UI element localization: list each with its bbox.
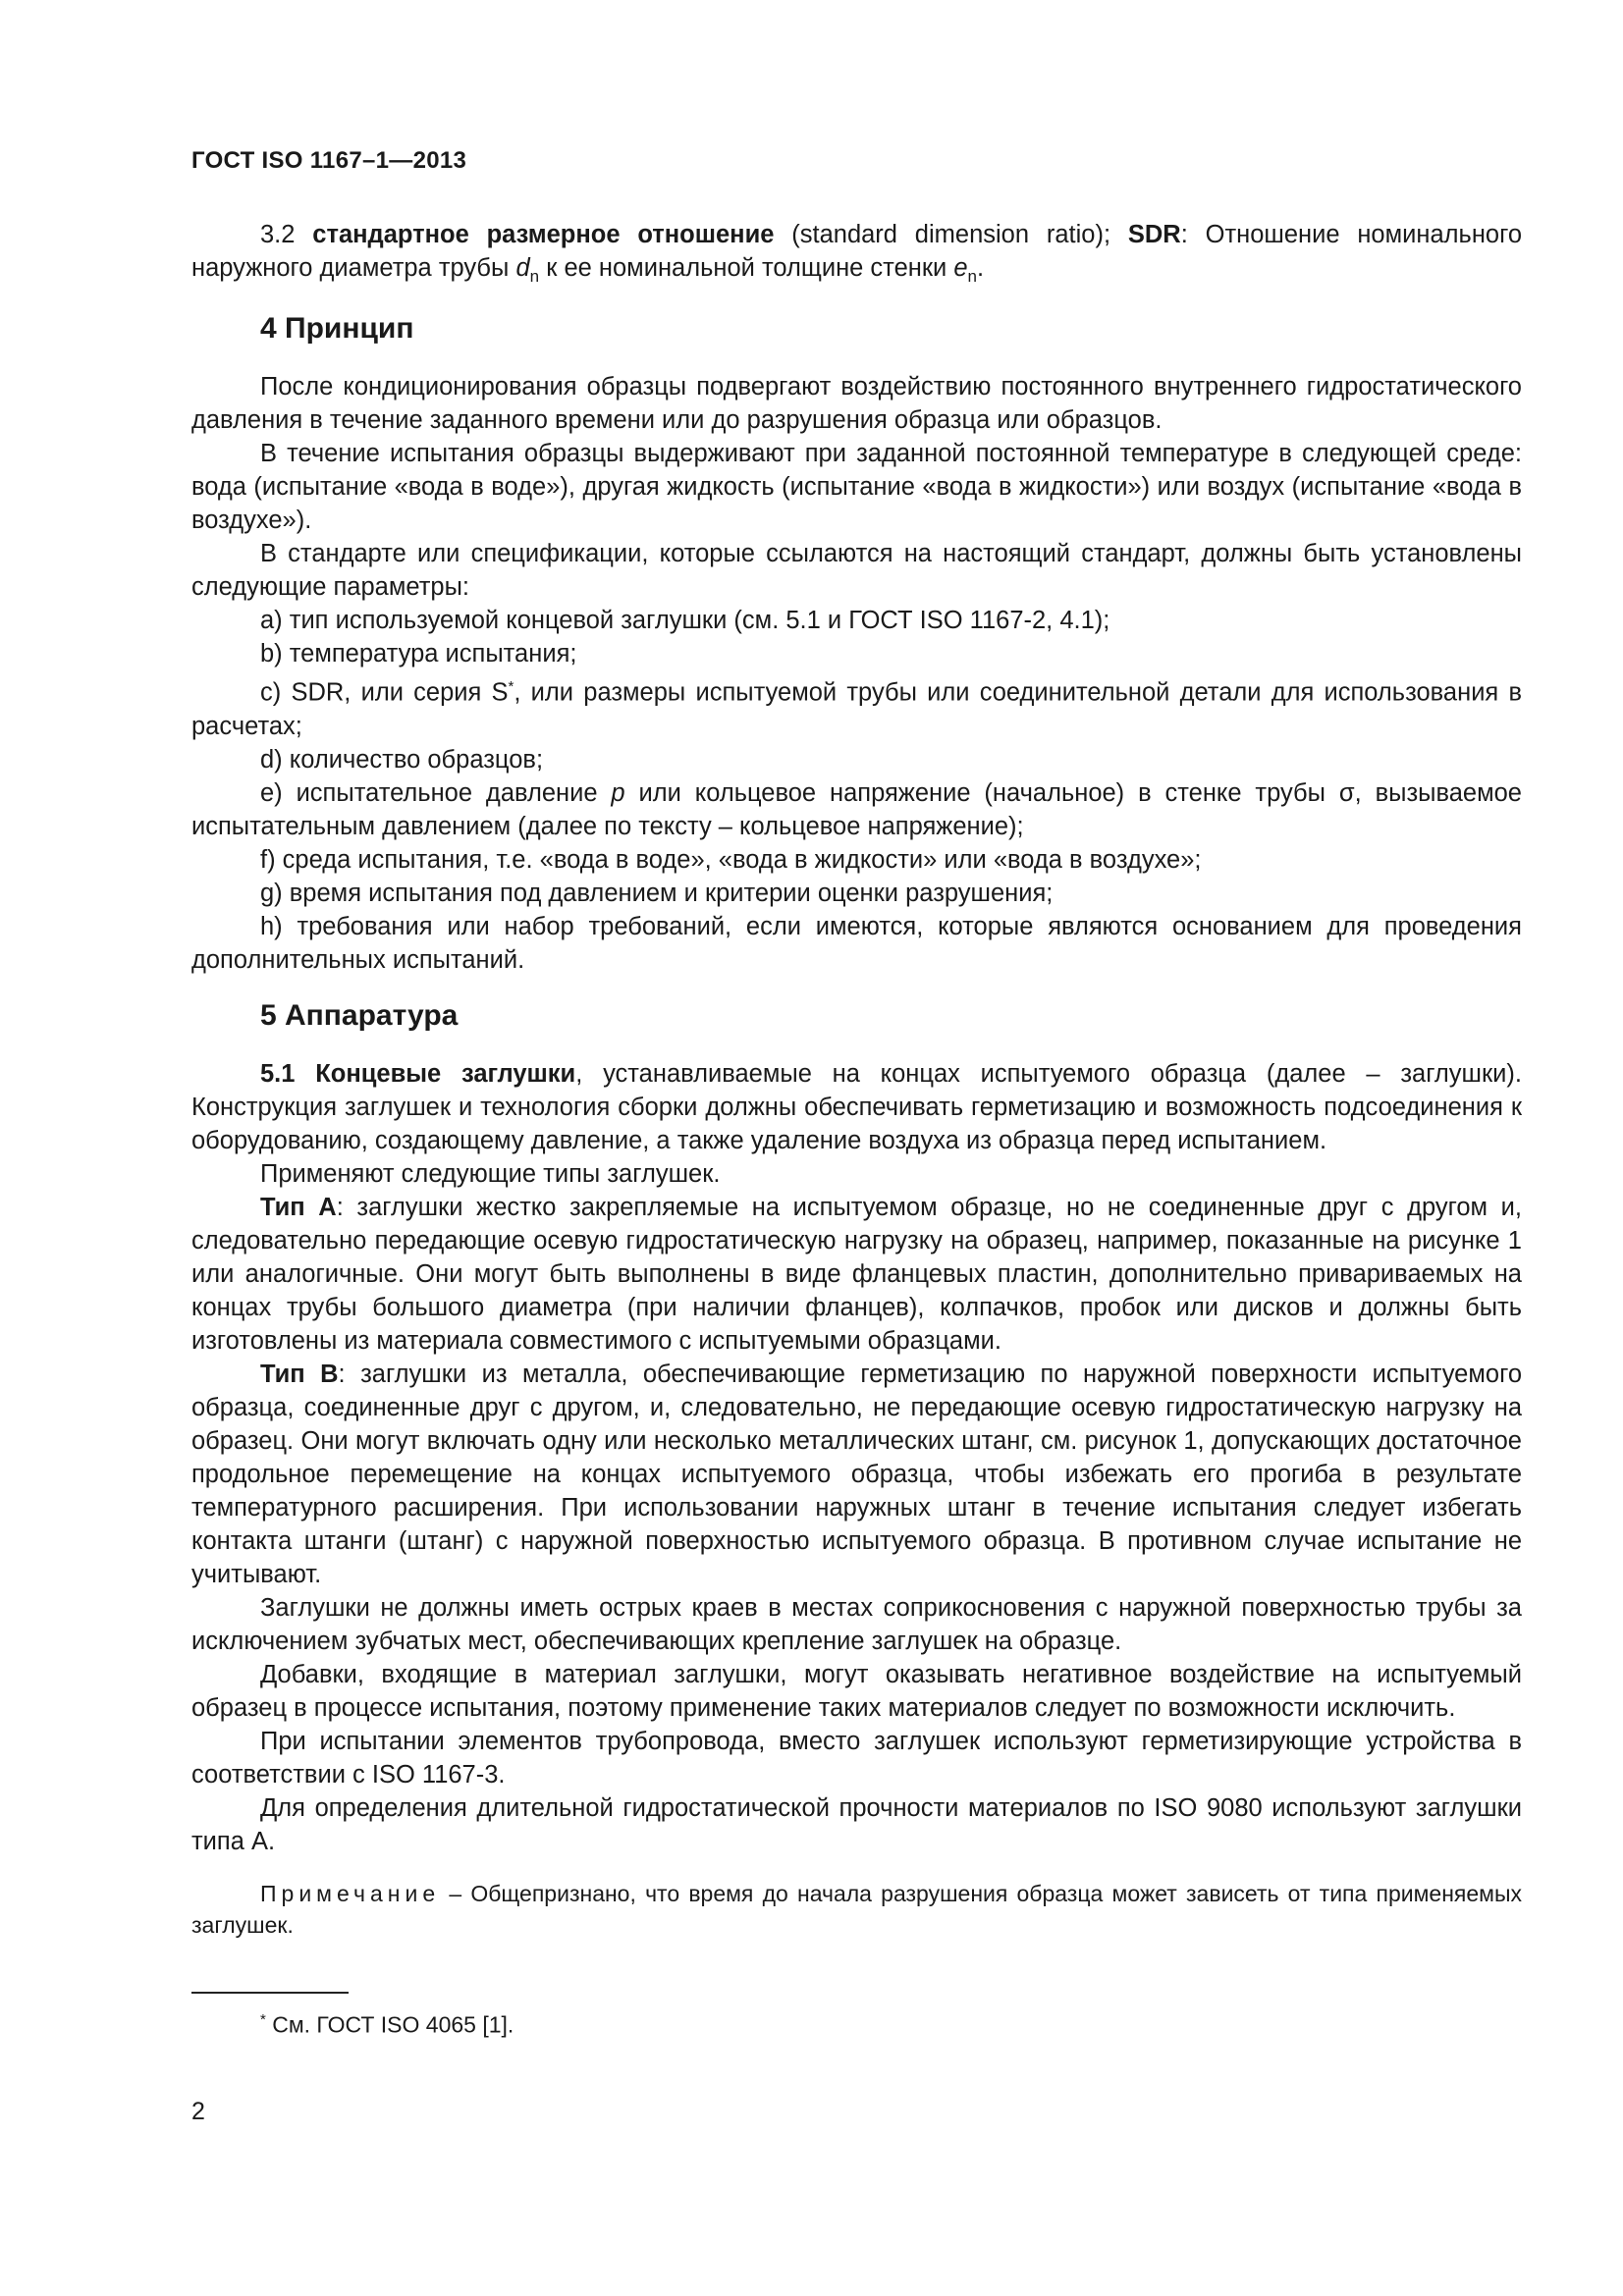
definition-text-3: .	[976, 254, 985, 282]
section-4-para-2: В течение испытания образцы выдерживают при заданной постоянной температуре в следующей среде: вода (испытание «вода в воде»), другая жидкость (испытание «вода в жидкости») или воздух (испытание «вода в воздухе»).	[191, 440, 1522, 535]
definition-text-1: : Отношение номинального наружного диаметра трубы	[191, 221, 1523, 282]
para-longterm: Для определения длительной гидростатической прочности материалов по ISO 9080 используют заглушки типа А.	[191, 1793, 1522, 1855]
clause-5-1-text: , устанавливаемые на концах испытуемого образца (далее – заглушки). Конструкция заглушек и технология сборки должны обеспечивать герметизацию и возможность подсоединения к оборудованию, создающему давление, а также удаление воздуха из образца перед испытанием.	[191, 1059, 1522, 1154]
section-5-heading: 5 Аппаратура	[260, 998, 459, 1032]
subscript-n: n	[529, 267, 540, 287]
footnote-text: См. ГОСТ ISO 4065 [1].	[265, 2011, 514, 2038]
list-item-c	[191, 670, 1522, 743]
list-item-f: f) среда испытания, т.е. «вода в воде», «вода в жидкости» или «вода в воздухе»;	[260, 845, 1202, 874]
para-additives: Добавки, входящие в материал заглушки, могут оказывать негативное воздействие на испытуемый образец в процессе испытания, поэтому применение таких материалов следует по возможности исключить.	[191, 1660, 1522, 1722]
page-number: 2	[191, 2098, 205, 2126]
list-item-g: g) время испытания под давлением и критерии оценки разрушения;	[260, 879, 1054, 907]
definition-abbr: SDR	[1127, 221, 1181, 248]
list-item-a: a) тип используемой концевой заглушки (см. 5.1 и ГОСТ ISO 1167-2, 4.1);	[260, 607, 1110, 635]
footnote	[191, 2005, 1522, 2040]
footnote-marker: *	[260, 2010, 266, 2028]
clause-5-1	[191, 1057, 1522, 1157]
clause-5-1-title: 5.1 Концевые заглушки	[260, 1059, 576, 1088]
footnote-divider	[191, 1992, 349, 1994]
list-item-e-text-2: или кольцевое напряжение (начальное) в стенке трубы σ, вызываемое испытательным давлением (далее по тексту – кольцевое напряжение);	[191, 778, 1522, 840]
list-item-e-text: e) испытательное давление	[260, 778, 612, 807]
section-4-para-3: В стандарте или спецификации, которые ссылаются на настоящий стандарт, должны быть установлены следующие параметры:	[191, 540, 1522, 602]
note	[191, 1878, 1522, 1941]
type-b-text: : заглушки из металла, обеспечивающие герметизацию по наружной поверхности испытуемого образца, соединенные друг с другом, и, следовательно, не передающие осевую гидростатическую нагрузку на образец. Они могут включать одну или несколько металлических штанг, см. рисунок 1, допускающих достаточное продольное перемещение на концах испытуемого образца, чтобы избежать его прогиба в результате температурного расширения. При использовании наружных штанг в течение испытания следует избегать контакта штанги (штанг) с наружной поверхностью испытуемого образца. В противном случае испытание не учитывают.	[191, 1360, 1523, 1588]
document-code-header: ГОСТ ISO 1167–1—2013	[191, 147, 467, 174]
types-intro: Применяют следующие типы заглушек.	[260, 1159, 721, 1188]
var-d: d	[515, 254, 530, 282]
var-p: p	[611, 778, 625, 807]
document-page	[191, 147, 1522, 2126]
type-a-paragraph	[191, 1191, 1522, 1358]
definition-number: 3.2	[260, 221, 313, 248]
list-item-d: d) количество образцов;	[260, 745, 544, 774]
type-b-label: Тип В	[260, 1360, 339, 1388]
type-b-paragraph	[191, 1358, 1522, 1591]
definition-text-2: к ее номинальной толщине стенки	[539, 254, 954, 282]
definition-3-2	[191, 218, 1522, 294]
section-4-para-1: После кондиционирования образцы подвергают воздействию постоянного внутреннего гидростатического давления в течение заданного времени или до разрушения образца или образцов.	[191, 373, 1522, 435]
note-label: Примечание	[260, 1880, 441, 1906]
definition-term: стандартное размерное отношение	[312, 221, 775, 248]
definition-english: (standard dimension ratio);	[774, 221, 1128, 248]
list-item-b: b) температура испытания;	[260, 640, 577, 668]
section-4-heading: 4 Принцип	[260, 312, 414, 346]
list-item-e	[191, 776, 1522, 843]
type-a-text: : заглушки жестко закрепляемые на испытуемом образце, но не соединенные друг с другом и, следовательно передающие осевую гидростатическую нагрузку на образец, например, показанные на рисунке 1 или аналогичные. Они могут быть выполнены в виде фланцевых пластин, дополнительно привариваемых на концах трубы большого диаметра (при наличии фланцев), колпачков, пробок или дисков и должны быть изготовлены из материала совместимого с испытуемыми образцами.	[191, 1193, 1522, 1355]
footnote-ref: *	[508, 678, 514, 696]
list-item-c-text: c) SDR, или серия S	[260, 678, 509, 707]
note-text: – Общепризнано, что время до начала разрушения образца может зависеть от типа применяемых заглушек.	[191, 1880, 1522, 1938]
list-item-c-text-2: , или размеры испытуемой трубы или соединительной детали для использования в расчетах;	[191, 678, 1523, 740]
list-item-h: h) требования или набор требований, если имеются, которые являются основанием для проведения дополнительных испытаний.	[191, 912, 1522, 974]
var-e: e	[953, 254, 968, 282]
subscript-n: n	[967, 267, 977, 287]
para-elements: При испытании элементов трубопровода, вместо заглушек используют герметизирующие устройства в соответствии с ISO 1167-3.	[191, 1727, 1522, 1789]
type-a-label: Тип А	[260, 1193, 337, 1221]
para-edges: Заглушки не должны иметь острых краев в местах соприкосновения с наружной поверхностью трубы за исключением зубчатых мест, обеспечивающих крепление заглушек на образце.	[191, 1593, 1522, 1655]
